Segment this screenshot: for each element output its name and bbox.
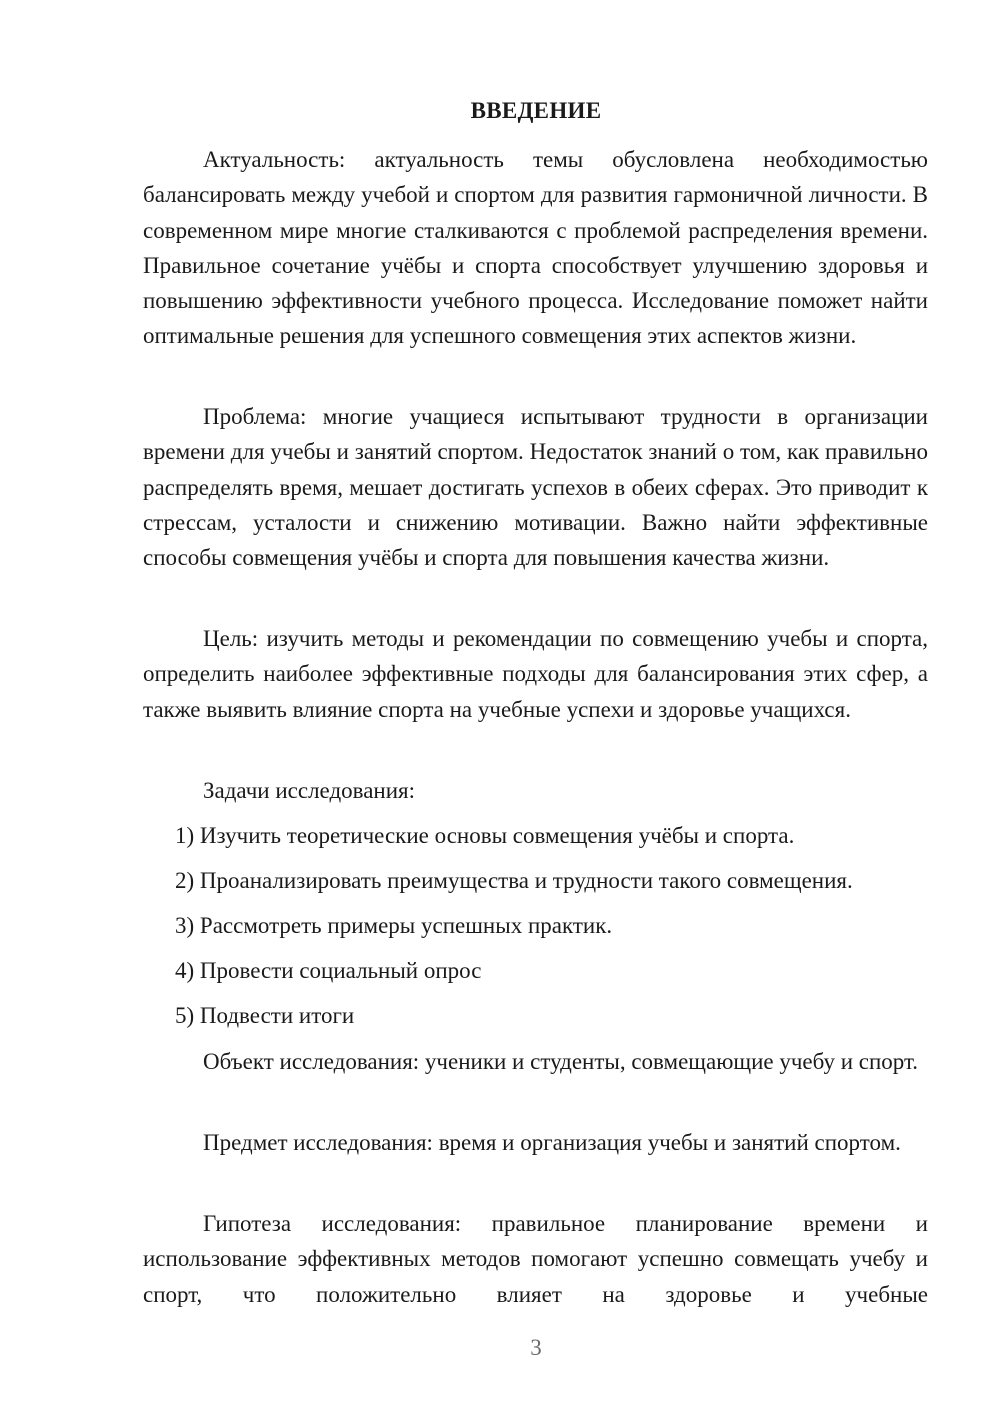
task-item-3: 3) Рассмотреть примеры успешных практик. — [175, 913, 613, 938]
problem-paragraph: Проблема: многие учащиеся испытывают трудности в организации времени для учебы и занятий спортом. Недостаток знаний о том, как правильно распределять время, мешает достигать успехов в обеих сферах. Это приводит к стрессам, усталости и снижению мотивации. Важно найти эффективные способы совмещения учёбы и спорта для повышения качества жизни. — [143, 404, 928, 571]
subject-paragraph: Предмет исследования: время и организация учебы и занятий спортом. — [203, 1130, 901, 1155]
page-number: 3 — [530, 1335, 542, 1360]
hypothesis-paragraph: Гипотеза исследования: правильное планирование времени и использование эффективных методов помогают успешно совмещать учебу и спорт, что положительно влияет на здоровье и учебные — [143, 1211, 928, 1307]
task-item-4: 4) Провести социальный опрос — [175, 958, 482, 983]
object-paragraph: Объект исследования: ученики и студенты, совмещающие учебу и спорт. — [203, 1049, 919, 1074]
goal-paragraph: Цель: изучить методы и рекомендации по совмещению учебы и спорта, определить наиболее эффективные подходы для балансирования этих сфер, а также выявить влияние спорта на учебные успехи и здоровье учащихся. — [143, 626, 928, 722]
task-item-5: 5) Подвести итоги — [175, 1003, 355, 1028]
section-heading: ВВЕДЕНИЕ — [470, 98, 602, 123]
tasks-title: Задачи исследования: — [203, 778, 416, 803]
relevance-paragraph: Актуальность: актуальность темы обусловлена необходимостью балансировать между учебой и спортом для развития гармоничной личности. В современном мире многие сталкиваются с проблемой распределения времени. Правильное сочетание учёбы и спорта способствует улучшению здоровья и повышению эффективности учебного процесса. Исследование поможет найти оптимальные решения для успешного совмещения этих аспектов жизни. — [143, 147, 928, 349]
task-item-1: 1) Изучить теоретические основы совмещения учёбы и спорта. — [175, 823, 795, 848]
task-item-2: 2) Проанализировать преимущества и трудности такого совмещения. — [175, 868, 853, 893]
